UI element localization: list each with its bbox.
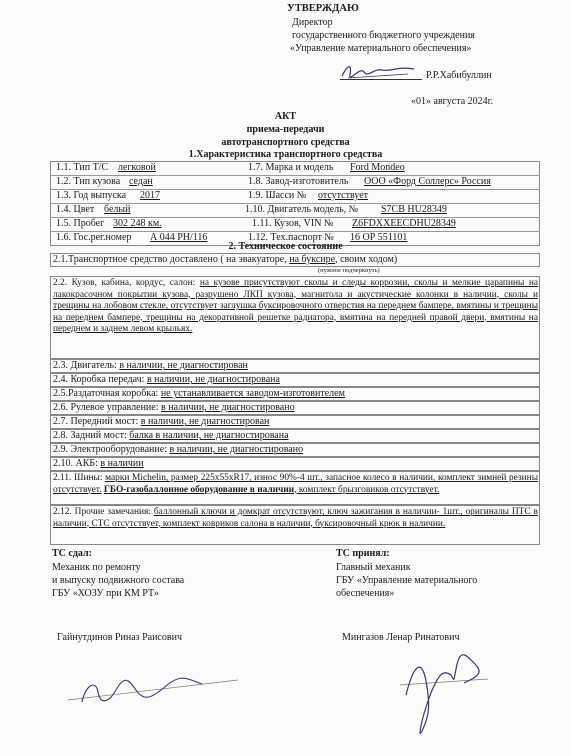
item-2-5-label: 2.5.Раздаточная коробка: <box>53 388 159 399</box>
item-2-11-bold: ГБО-газобаллонное оборудование в наличии <box>103 484 295 495</box>
item-2-5-value: не устанавливается заводом-изготовителем <box>160 388 345 399</box>
vehicle-model-label: 1.7. Марка и модель <box>248 162 334 173</box>
approval-date <box>411 96 493 108</box>
vehicle-model-value: Ford Mondeo <box>350 162 405 173</box>
item-2-2 <box>53 278 538 336</box>
item-2-10 <box>53 458 144 470</box>
item-2-8-label: 2.8. Задний мост: <box>53 430 127 441</box>
item-2-10-label: 2.10. АКБ: <box>53 458 98 469</box>
item-2-3 <box>53 360 248 372</box>
sender-title: ТС сдал: <box>52 548 92 559</box>
act-subtitle-2: автотранспортного средства <box>221 137 350 148</box>
item-2-3-value: в наличии, не диагностирован <box>119 360 248 371</box>
item-2-12-label: 2.12. Прочие замечания: <box>53 507 151 517</box>
color-value: белый <box>104 204 131 215</box>
plate-label: 1.6. Гос.рег.номер <box>56 232 132 243</box>
item-2-1-underlined: на буксире <box>289 254 336 265</box>
item-2-7 <box>53 416 269 428</box>
item-2-7-label: 2.7. Передний мост: <box>53 416 139 427</box>
item-2-3-label: 2.3. Двигатель: <box>53 360 117 371</box>
approval-org-line1: государственного бюджетного учреждения <box>292 30 475 41</box>
item-2-7-value: в наличии, не диагностирован <box>140 416 270 427</box>
item-2-1-prefix: 2.1.Транспортное средство доставлено ( на эвакуаторе, <box>53 254 287 265</box>
item-2-9-label: 2.9. Электрооборудование: <box>53 444 167 455</box>
manufacturer-value: ООО «Форд Соллерс» Россия <box>364 176 491 187</box>
sender-org: ГБУ «ХОЗУ при КМ РТ» <box>52 588 159 599</box>
section-1-title: 1.Характеристика транспортного средства <box>188 149 383 160</box>
item-2-10-value: в наличии <box>100 458 144 469</box>
item-2-1-note: (нужное подчеркнуть) <box>318 267 380 274</box>
passport-label: 1.12. Тех.паспорт № <box>248 232 334 243</box>
item-2-1-suffix: , своим ходом) <box>335 254 398 265</box>
vehicle-type-value: легковой <box>118 162 156 173</box>
item-2-9 <box>53 444 303 456</box>
sender-signature-icon <box>62 660 242 720</box>
sender-position-1: Механик по ремонту <box>52 562 141 573</box>
receiver-org: обеспечения» <box>336 588 395 599</box>
act-title: АКТ <box>274 111 297 122</box>
item-2-11-text: марки Michelin, размер 225х55хR17, износ 90%-4 шт., запасное колесо в наличии, комплект зимней резины отсутствует. <box>53 473 538 495</box>
approval-signer: Р.Р.Хабибуллин <box>426 70 492 81</box>
color-label: 1.4. Цвет <box>56 204 95 215</box>
chassis-label: 1.9. Шасси № <box>248 190 307 201</box>
receiver-position-2: ГБУ «Управление материального <box>336 575 478 586</box>
item-2-8-value: балка в наличии, не диагностирована <box>129 430 289 441</box>
director-signature-icon <box>338 60 418 82</box>
body-type-label: 1.2. Тип кузова <box>56 176 121 187</box>
receiver-name: Мингазов Ленар Ринатович <box>342 632 460 643</box>
act-subtitle-1: приема-передачи <box>246 124 325 135</box>
item-2-6-value: в наличии, не диагностировано <box>161 402 295 413</box>
vehicle-type-label: 1.1. Тип Т/С <box>56 162 109 173</box>
approval-title: УТВЕРЖДАЮ <box>287 3 359 14</box>
item-2-6-label: 2.6. Рулевое управление: <box>53 402 159 413</box>
item-2-9-value: в наличии, не диагностировано <box>169 444 304 455</box>
approval-position: Директор <box>292 17 333 28</box>
item-2-1 <box>53 254 397 266</box>
year-value: 2017 <box>140 190 160 201</box>
mileage-label: 1.5. Пробег <box>56 218 105 229</box>
item-2-5 <box>53 388 345 400</box>
body-type-value: седан <box>129 176 153 187</box>
approval-date-rest: августа 2024г. <box>433 96 494 107</box>
approval-org-line2: «Управление материального обеспечения» <box>290 43 472 54</box>
item-2-2-label: 2.2. Кузов, кабина, кордус, салон: <box>53 278 196 288</box>
receiver-position-1: Главный механик <box>336 562 411 573</box>
engine-value: S7CB HU28349 <box>381 204 447 215</box>
vin-value: Z6FDXXEECDHU28349 <box>352 218 456 229</box>
approval-date-day: «01» <box>411 96 431 107</box>
plate-value: А 044 РН/116 <box>150 232 208 243</box>
sender-name: Гайнутдинов Риназ Раисович <box>57 632 182 643</box>
item-2-6 <box>53 402 295 414</box>
engine-label: 1.10. Двигатель модель, № <box>245 204 359 215</box>
item-2-12-text: баллонный ключи и домкрат отсутствуют, ключ зажигания в наличии- 1шт., оригиналы ПТС в наличии, СТС отсутствует, комплект ковриков салона в наличии, буксировочный крюк в наличии. <box>53 507 538 529</box>
item-2-8 <box>53 430 289 442</box>
year-label: 1.3. Год выпуска <box>56 190 127 201</box>
item-2-11 <box>53 473 538 496</box>
receiver-signature-icon <box>392 645 492 740</box>
item-2-12 <box>53 507 538 530</box>
sender-position-2: и выпуску подвижного состава <box>52 575 185 586</box>
receiver-title: ТС принял: <box>336 548 390 559</box>
item-2-4-label: 2.4. Коробка передач: <box>53 374 145 385</box>
vin-label: 1.11. Кузов, VIN № <box>252 218 334 229</box>
manufacturer-label: 1.8. Завод-изготовитель <box>248 176 349 187</box>
passport-value: 16 ОР 551101 <box>350 232 408 243</box>
item-2-4 <box>53 374 280 386</box>
chassis-value: отсутствует <box>318 190 369 201</box>
mileage-value: 302 248 км. <box>113 218 162 229</box>
item-2-4-value: в наличии, не диагностирована <box>146 374 280 385</box>
item-2-11-label: 2.11. Шины: <box>53 473 103 483</box>
section-2-title: 2. Техническое состояние <box>228 241 343 252</box>
item-2-11-tail: , комплект брызговиков отсутствует. <box>294 484 440 495</box>
item-2-2-text: на кузове присутствуют сколы и следы коррозии, сколы и мелкие царапины на лакокрасочном покрытии кузова, разрушено ЛКП кузова, магнитола и акустические колонки в наличии, сколы и трещины на лобовом стекле, отсутствует заглушка буксировочного отверстия на переднем бампере, вмятины и трещины на переднем бампере, трещины на декоративной решетке радиатора, вмятина на передней правой двери, вмятины на переднем и заднем левом крыльях. <box>53 278 539 334</box>
